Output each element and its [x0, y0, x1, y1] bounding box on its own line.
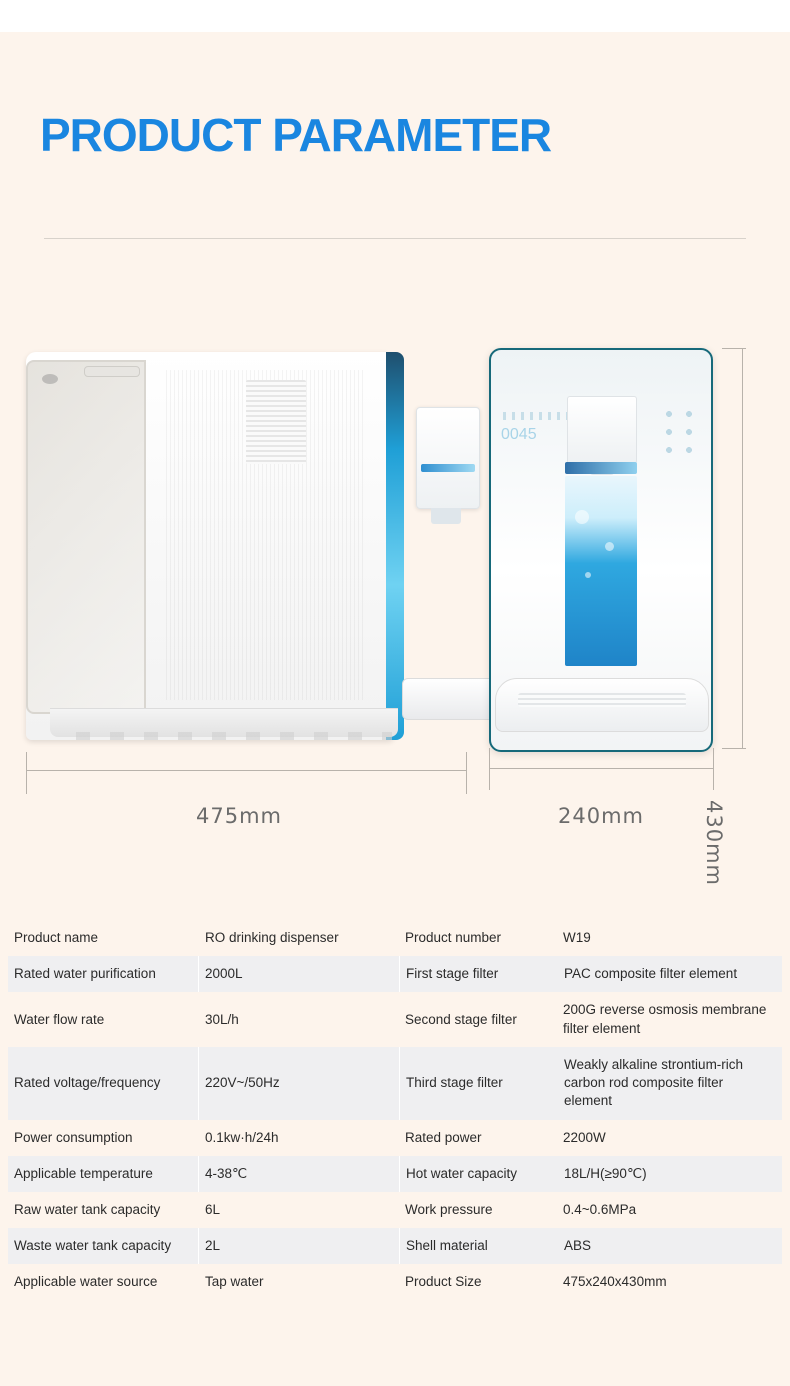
- spec-label: Applicable temperature: [14, 1165, 153, 1181]
- spec-value: Tap water: [205, 1274, 264, 1290]
- product-image-area: [0, 330, 790, 886]
- spec-label: Rated voltage/frequency: [14, 1075, 161, 1091]
- dim-left-line: [26, 770, 466, 771]
- spec-label-2: Third stage filter: [399, 1047, 558, 1120]
- spec-value-2: 0.4~0.6MPa: [563, 1201, 637, 1217]
- table-row: [8, 992, 782, 1046]
- spec-label: Water flow rate: [14, 1011, 105, 1027]
- spec-label: Applicable water source: [14, 1274, 158, 1290]
- dim-height-label: 430mm: [702, 800, 726, 886]
- spec-label-2: First stage filter: [399, 956, 558, 992]
- spec-value-2: PAC composite filter element: [564, 966, 738, 982]
- dispenser-tower: [416, 407, 480, 509]
- spec-value: RO drinking dispenser: [205, 930, 339, 945]
- spec-value-2: W19: [563, 930, 591, 945]
- dim-right-line: [489, 768, 713, 769]
- table-row: [8, 1120, 782, 1156]
- spec-label-2: Work pressure: [405, 1201, 493, 1217]
- spec-value-2: Weakly alkaline strontium-rich carbon rod composite filter element: [564, 1056, 744, 1109]
- spec-label: Raw water tank capacity: [14, 1201, 161, 1217]
- spec-value: 2L: [198, 1228, 399, 1264]
- spec-label-2: Second stage filter: [405, 1011, 517, 1027]
- page-title: PRODUCT PARAMETER: [40, 109, 552, 161]
- drip-tray: [402, 678, 498, 720]
- spec-label-2: Shell material: [399, 1228, 558, 1264]
- dispenser-spout: [567, 396, 637, 464]
- spec-value: 220V~/50Hz: [198, 1047, 399, 1120]
- spec-value-2: 200G reverse osmosis membrane filter element: [563, 1002, 767, 1036]
- dim-left-tick-b: [466, 752, 467, 794]
- bubble-icon: [575, 510, 589, 524]
- tower-band: [421, 464, 475, 472]
- product-front-view: [489, 348, 749, 768]
- purifier-front-body: [489, 348, 713, 752]
- base-feet: [56, 732, 392, 740]
- spec-value-2: 2200W: [563, 1129, 606, 1145]
- tank-handle: [84, 366, 140, 377]
- table-row: [8, 1264, 782, 1300]
- display-reading: 0045: [501, 426, 537, 443]
- dim-width-left: 475mm: [196, 804, 282, 828]
- water-tank-window: [565, 476, 637, 666]
- spec-label-2: Product number: [405, 930, 502, 945]
- spec-table: [8, 920, 782, 1301]
- title-divider: [44, 238, 746, 239]
- top-white-bar: [0, 0, 790, 32]
- spec-label: Power consumption: [14, 1129, 133, 1145]
- dim-width-right: 240mm: [558, 804, 644, 828]
- spec-value-2: ABS: [564, 1238, 592, 1254]
- spec-label-2: Rated power: [405, 1129, 482, 1145]
- dim-height-line: [742, 348, 743, 748]
- spec-value: 0.1kw·h/24h: [205, 1129, 279, 1145]
- spec-value: 4-38℃: [198, 1156, 399, 1192]
- bubble-icon: [585, 572, 591, 578]
- dim-right-tick-a: [489, 748, 490, 790]
- display-dots: [503, 412, 575, 420]
- vent-panel: [246, 380, 306, 464]
- spec-value: 6L: [205, 1201, 221, 1217]
- table-row: [8, 1156, 782, 1192]
- spec-label-2: Product Size: [405, 1274, 482, 1290]
- spec-label: Product name: [14, 930, 99, 945]
- dim-right-tick-b: [713, 748, 714, 790]
- table-row: [8, 1047, 782, 1120]
- spec-value: 2000L: [198, 956, 399, 992]
- spec-label: Waste water tank capacity: [14, 1238, 172, 1254]
- bubble-icon: [605, 542, 614, 551]
- dim-left-tick-a: [26, 752, 27, 794]
- touch-keypad: [661, 408, 701, 468]
- spec-value-2: 475x240x430mm: [563, 1274, 667, 1290]
- raw-water-tank-glass: [26, 360, 146, 714]
- spec-label-2: Hot water capacity: [399, 1156, 558, 1192]
- dim-height-tick-top: [722, 348, 746, 349]
- table-row: [8, 920, 782, 956]
- table-row: [8, 1192, 782, 1228]
- dim-height-tick-bottom: [722, 748, 746, 749]
- spout-band: [565, 462, 637, 474]
- table-row: [8, 1228, 782, 1264]
- table-row: [8, 956, 782, 992]
- spec-value: 30L/h: [205, 1011, 239, 1027]
- spec-label: Rated water purification: [14, 966, 156, 982]
- product-side-view: [26, 352, 466, 764]
- purifier-body: [26, 352, 394, 740]
- spec-value-2: 18L/H(≥90℃): [564, 1165, 647, 1181]
- front-base: [495, 678, 709, 732]
